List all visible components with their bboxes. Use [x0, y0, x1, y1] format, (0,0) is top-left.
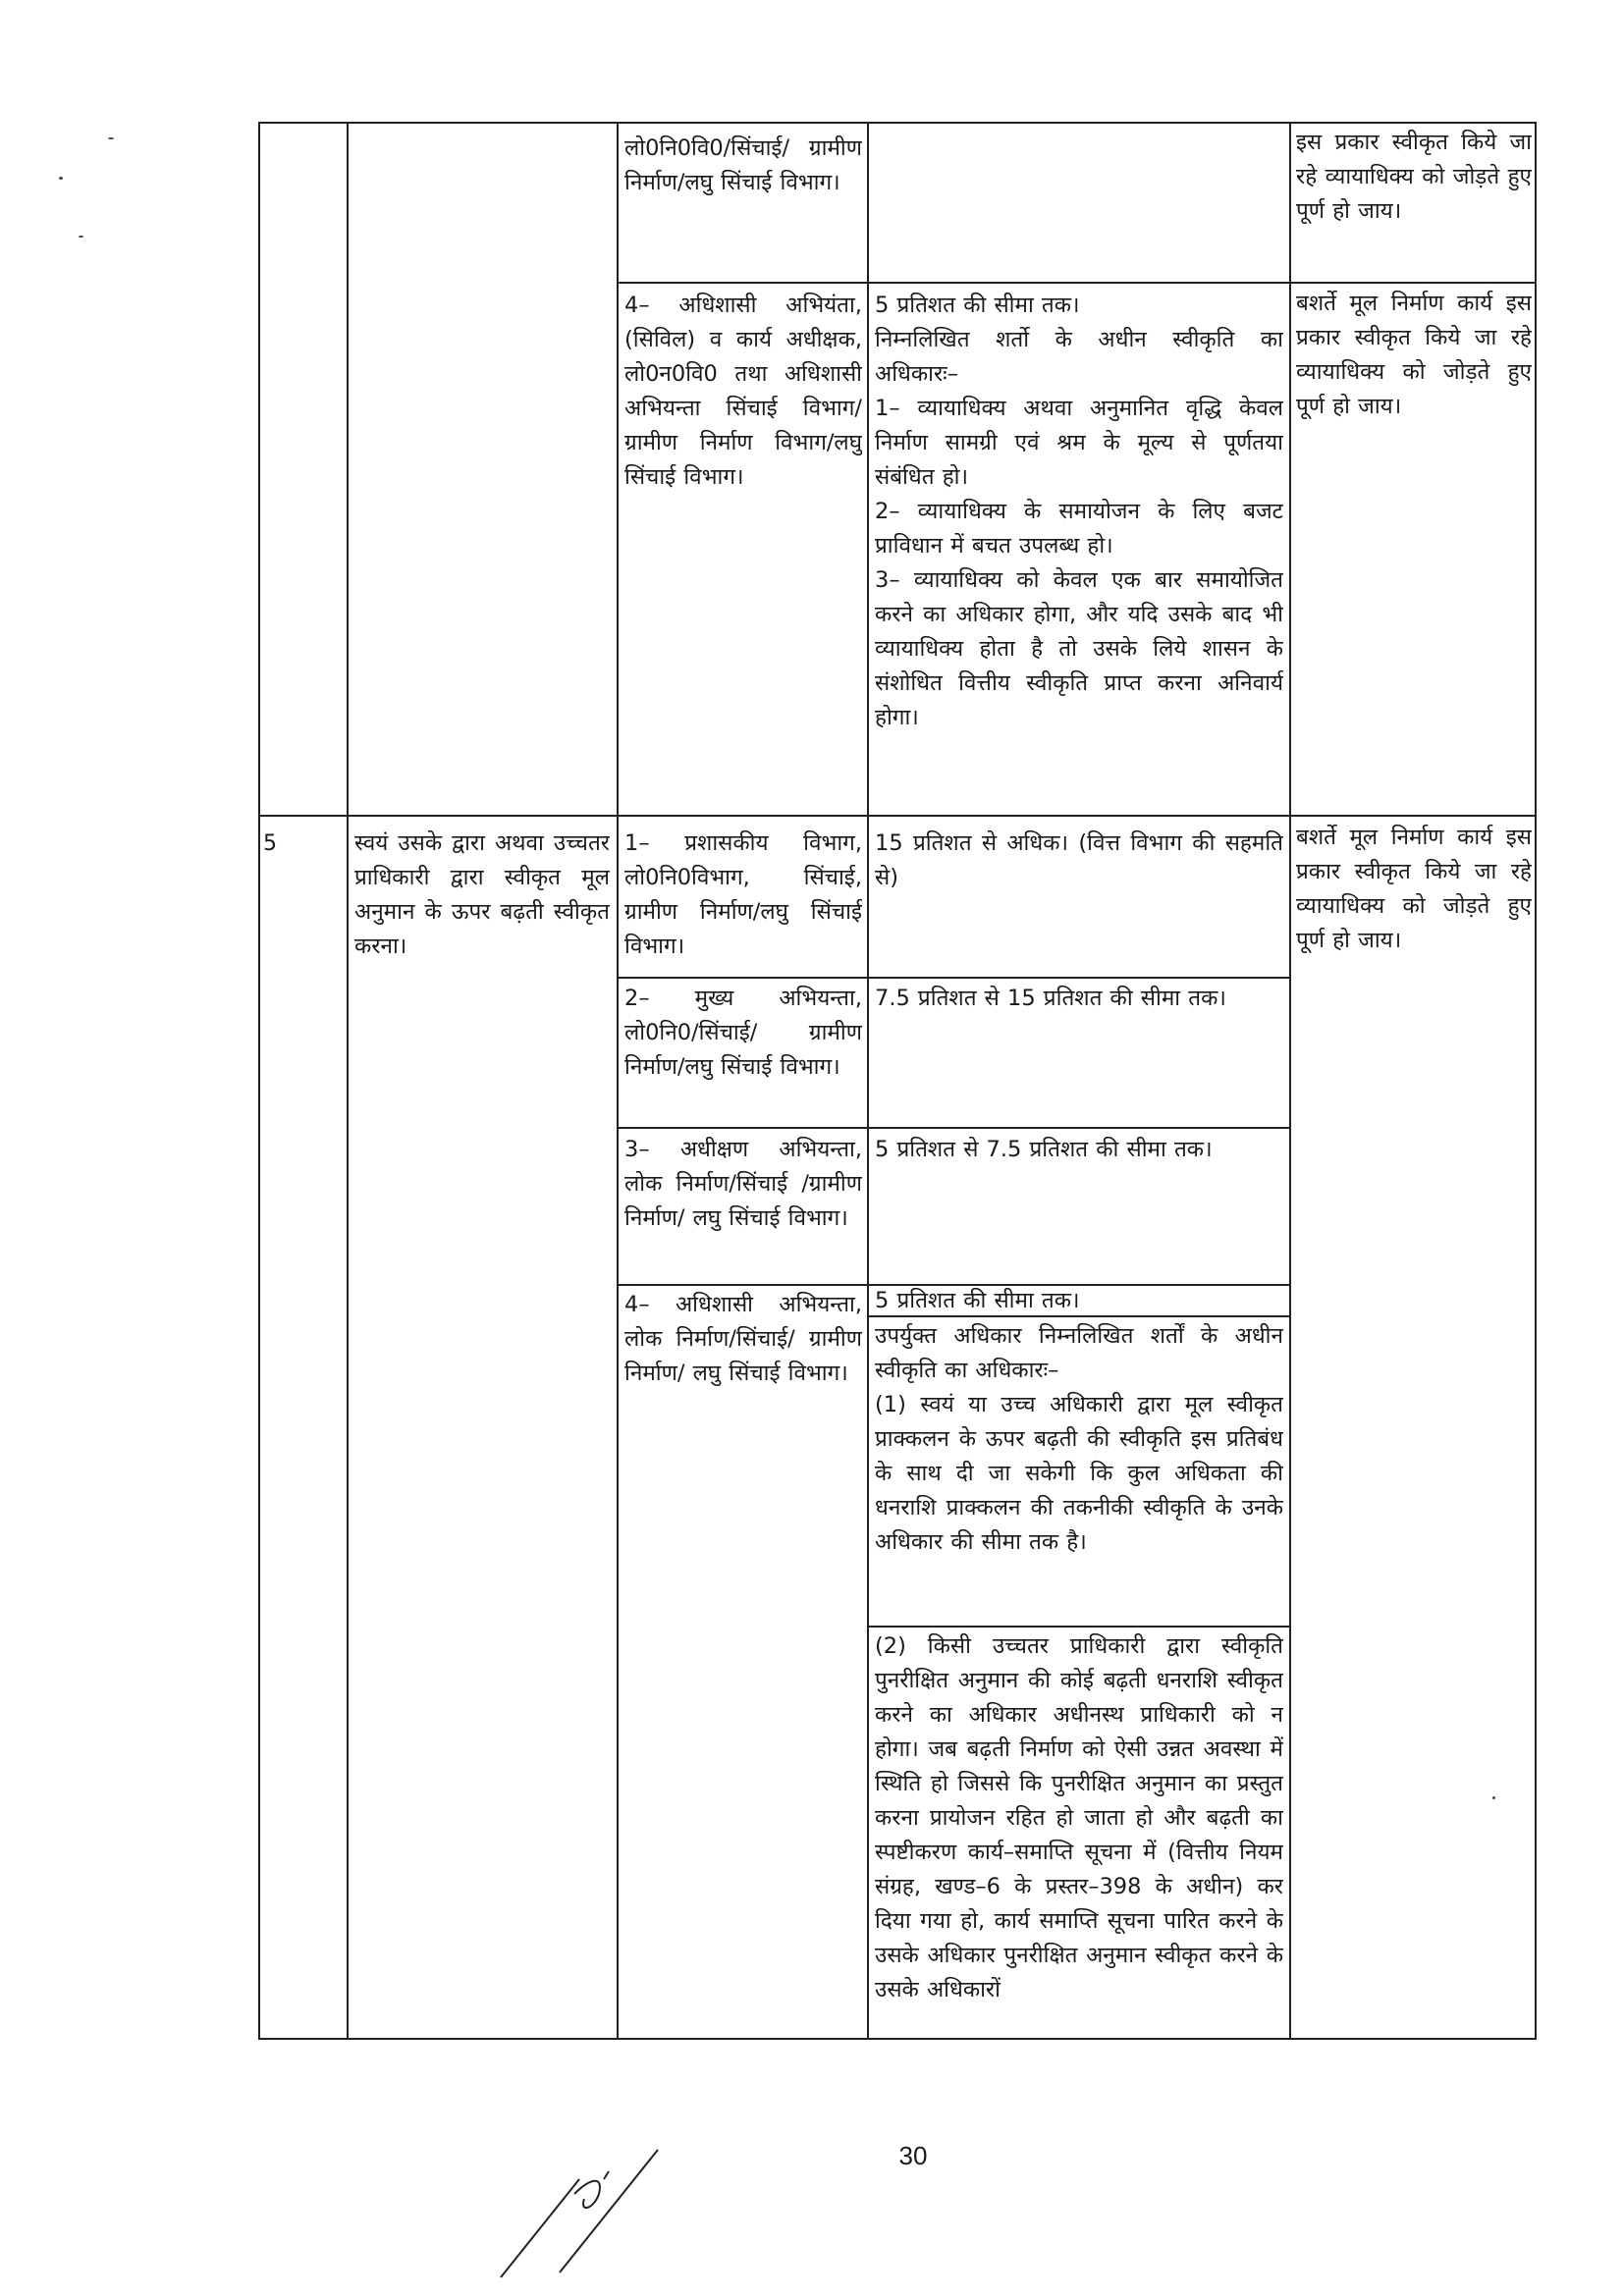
serial-number: 5	[263, 831, 277, 856]
row-divider-5-1	[617, 977, 1289, 979]
row-5-power-1: 15 प्रतिशत से अधिक। (वित्त विभाग की सहमति से)	[875, 830, 1283, 890]
row-5-power-4-a	[875, 1319, 1283, 1624]
row-divider-5-4b	[867, 1626, 1289, 1628]
remarks-4-top: बशर्ते मूल निर्माण कार्य इस प्रकार स्वीकृत किये जा रहे व्यायाधिक्य को जोड़ते हुए पूर्ण हो जाय।	[1296, 291, 1532, 419]
row-5-power-2: 7.5 प्रतिशत से 15 प्रतिशत की सीमा तक।	[875, 986, 1226, 1011]
row-divider-5-2	[617, 1127, 1289, 1129]
power-4-top	[875, 289, 1283, 811]
authority-4-top: 4– अधिशासी अभियंता, (सिविल) व कार्य अधीक्षक, लो0न0वि0 तथा अधिशासी अभियन्ता सिंचाई विभाग/ग्रामीण निर्माण विभाग/लघु सिंचाई विभाग।	[624, 293, 862, 490]
row-5-authority-3: 3– अधीक्षण अभियन्ता, लोक निर्माण/सिंचाई /ग्रामीण निर्माण/ लघु सिंचाई विभाग।	[624, 1137, 862, 1231]
col-divider-1	[347, 122, 349, 2040]
row-5-power-4-b: (2) किसी उच्चतर प्राधिकारी द्वारा स्वीकृति पुनरीक्षित अनुमान की कोई बढ़ती धनराशि स्वीकृत करने का अधिकार अधीनस्थ प्राधिकारी को न होगा। जब बढ़ती निर्माण को ऐसी उन्नत अवस्था में स्थिति हो जिससे कि पुनरीक्षित अनुमान का प्रस्तुत करना प्रायोजन रहित हो जाता हो और बढ़ती का स्पष्टीकरण कार्य–समाप्ति सूचना में (वित्तीय नियम संग्रह, खण्ड–6 के प्रस्तर–398 के अधीन) कर दिया गया हो, कार्य समाप्ति सूचना पारित करने के उसके अधिकार पुनरीक्षित अनुमान स्वीकृत करने के उसके अधिकारों	[875, 1633, 1283, 2002]
row-divider-row5	[258, 815, 1537, 817]
row-5-authority-4: 4– अधिशासी अभियन्ता, लोक निर्माण/सिंचाई/ ग्रामीण निर्माण/ लघु सिंचाई विभाग।	[624, 1292, 862, 1386]
row-divider-top-a	[617, 282, 1537, 284]
power-4-condition-3: 3– व्यायाधिक्य को केवल एक बार समायोजित करने का अधिकार होगा, और यदि उसके बाद भी व्यायाधिक्य होता है तो उसके लिये शासन के संशोधित वित्तीय स्वीकृति प्राप्त करना अनिवार्य होगा।	[875, 567, 1283, 730]
scan-speck	[79, 236, 83, 238]
row-5-remarks: बशर्ते मूल निर्माण कार्य इस प्रकार स्वीकृत किये जा रहे व्यायाधिक्य को जोड़ते हुए पूर्ण हो जाय।	[1296, 825, 1532, 953]
scan-speck	[108, 137, 114, 139]
scan-speck	[59, 177, 63, 180]
col-divider-2	[617, 122, 619, 2040]
power-4-condition-2: 2– व्यायाधिक्य के समायोजन के लिए बजट प्राविधान में बचत उपलब्ध हो।	[875, 499, 1283, 559]
row-5-power-4-a-intro: उपर्युक्त अधिकार निम्नलिखित शर्तों के अधीन स्वीकृति का अधिकारः–	[875, 1323, 1283, 1383]
row-5-subject: स्वयं उसके द्वारा अथवा उच्चतर प्राधिकारी द्वारा स्वीकृत मूल अनुमान के ऊपर बढ़ती स्वीकृत करना।	[354, 830, 610, 959]
power-4-condition-1: 1– व्यायाधिक्य अथवा अनुमानित वृद्धि केवल निर्माण सामग्री एवं श्रम के मूल्य से पूर्णतया संबंधित हो।	[875, 396, 1283, 490]
authority-continuation: लो0नि0वि0/सिंचाई/ ग्रामीण निर्माण/लघु सिंचाई विभाग।	[624, 135, 862, 195]
power-4-extent: 5 प्रतिशत की सीमा तक।	[875, 293, 1080, 318]
remarks-continuation: इस प्रकार स्वीकृत किये जा रहे व्यायाधिक्य को जोड़ते हुए पूर्ण हो जाय।	[1296, 130, 1532, 224]
col-divider-3	[867, 122, 869, 2040]
signature-mark	[491, 2140, 687, 2287]
row-5-power-4-a-1: (1) स्वयं या उच्च अधिकारी द्वारा मूल स्वीकृत प्राक्कलन के ऊपर बढ़ती की स्वीकृति इस प्रतिबंध के साथ दी जा सकेगी कि कुल अधिकता की धनराशि प्राक्कलन की तकनीकी स्वीकृति के उनके अधिकार की सीमा तक है।	[875, 1392, 1283, 1555]
col-divider-4	[1289, 122, 1291, 2040]
row-5-power-3: 5 प्रतिशत से 7.5 प्रतिशत की सीमा तक।	[875, 1137, 1213, 1162]
power-4-intro: निम्नलिखित शर्तो के अधीन स्वीकृति का अधिकारः–	[875, 327, 1283, 387]
scan-speck	[1492, 1796, 1495, 1799]
page-number: 30	[898, 2141, 928, 2170]
row-5-power-4-extent: 5 प्रतिशत की सीमा तक।	[875, 1288, 1080, 1313]
row-5-authority-2: 2– मुख्य अभियन्ता, लो0नि0/सिंचाई/ ग्रामीण निर्माण/लघु सिंचाई विभाग।	[624, 986, 862, 1080]
row-5-authority-1: 1– प्रशासकीय विभाग, लो0नि0विभाग, सिंचाई, ग्रामीण निर्माण/लघु सिंचाई विभाग।	[624, 830, 862, 959]
